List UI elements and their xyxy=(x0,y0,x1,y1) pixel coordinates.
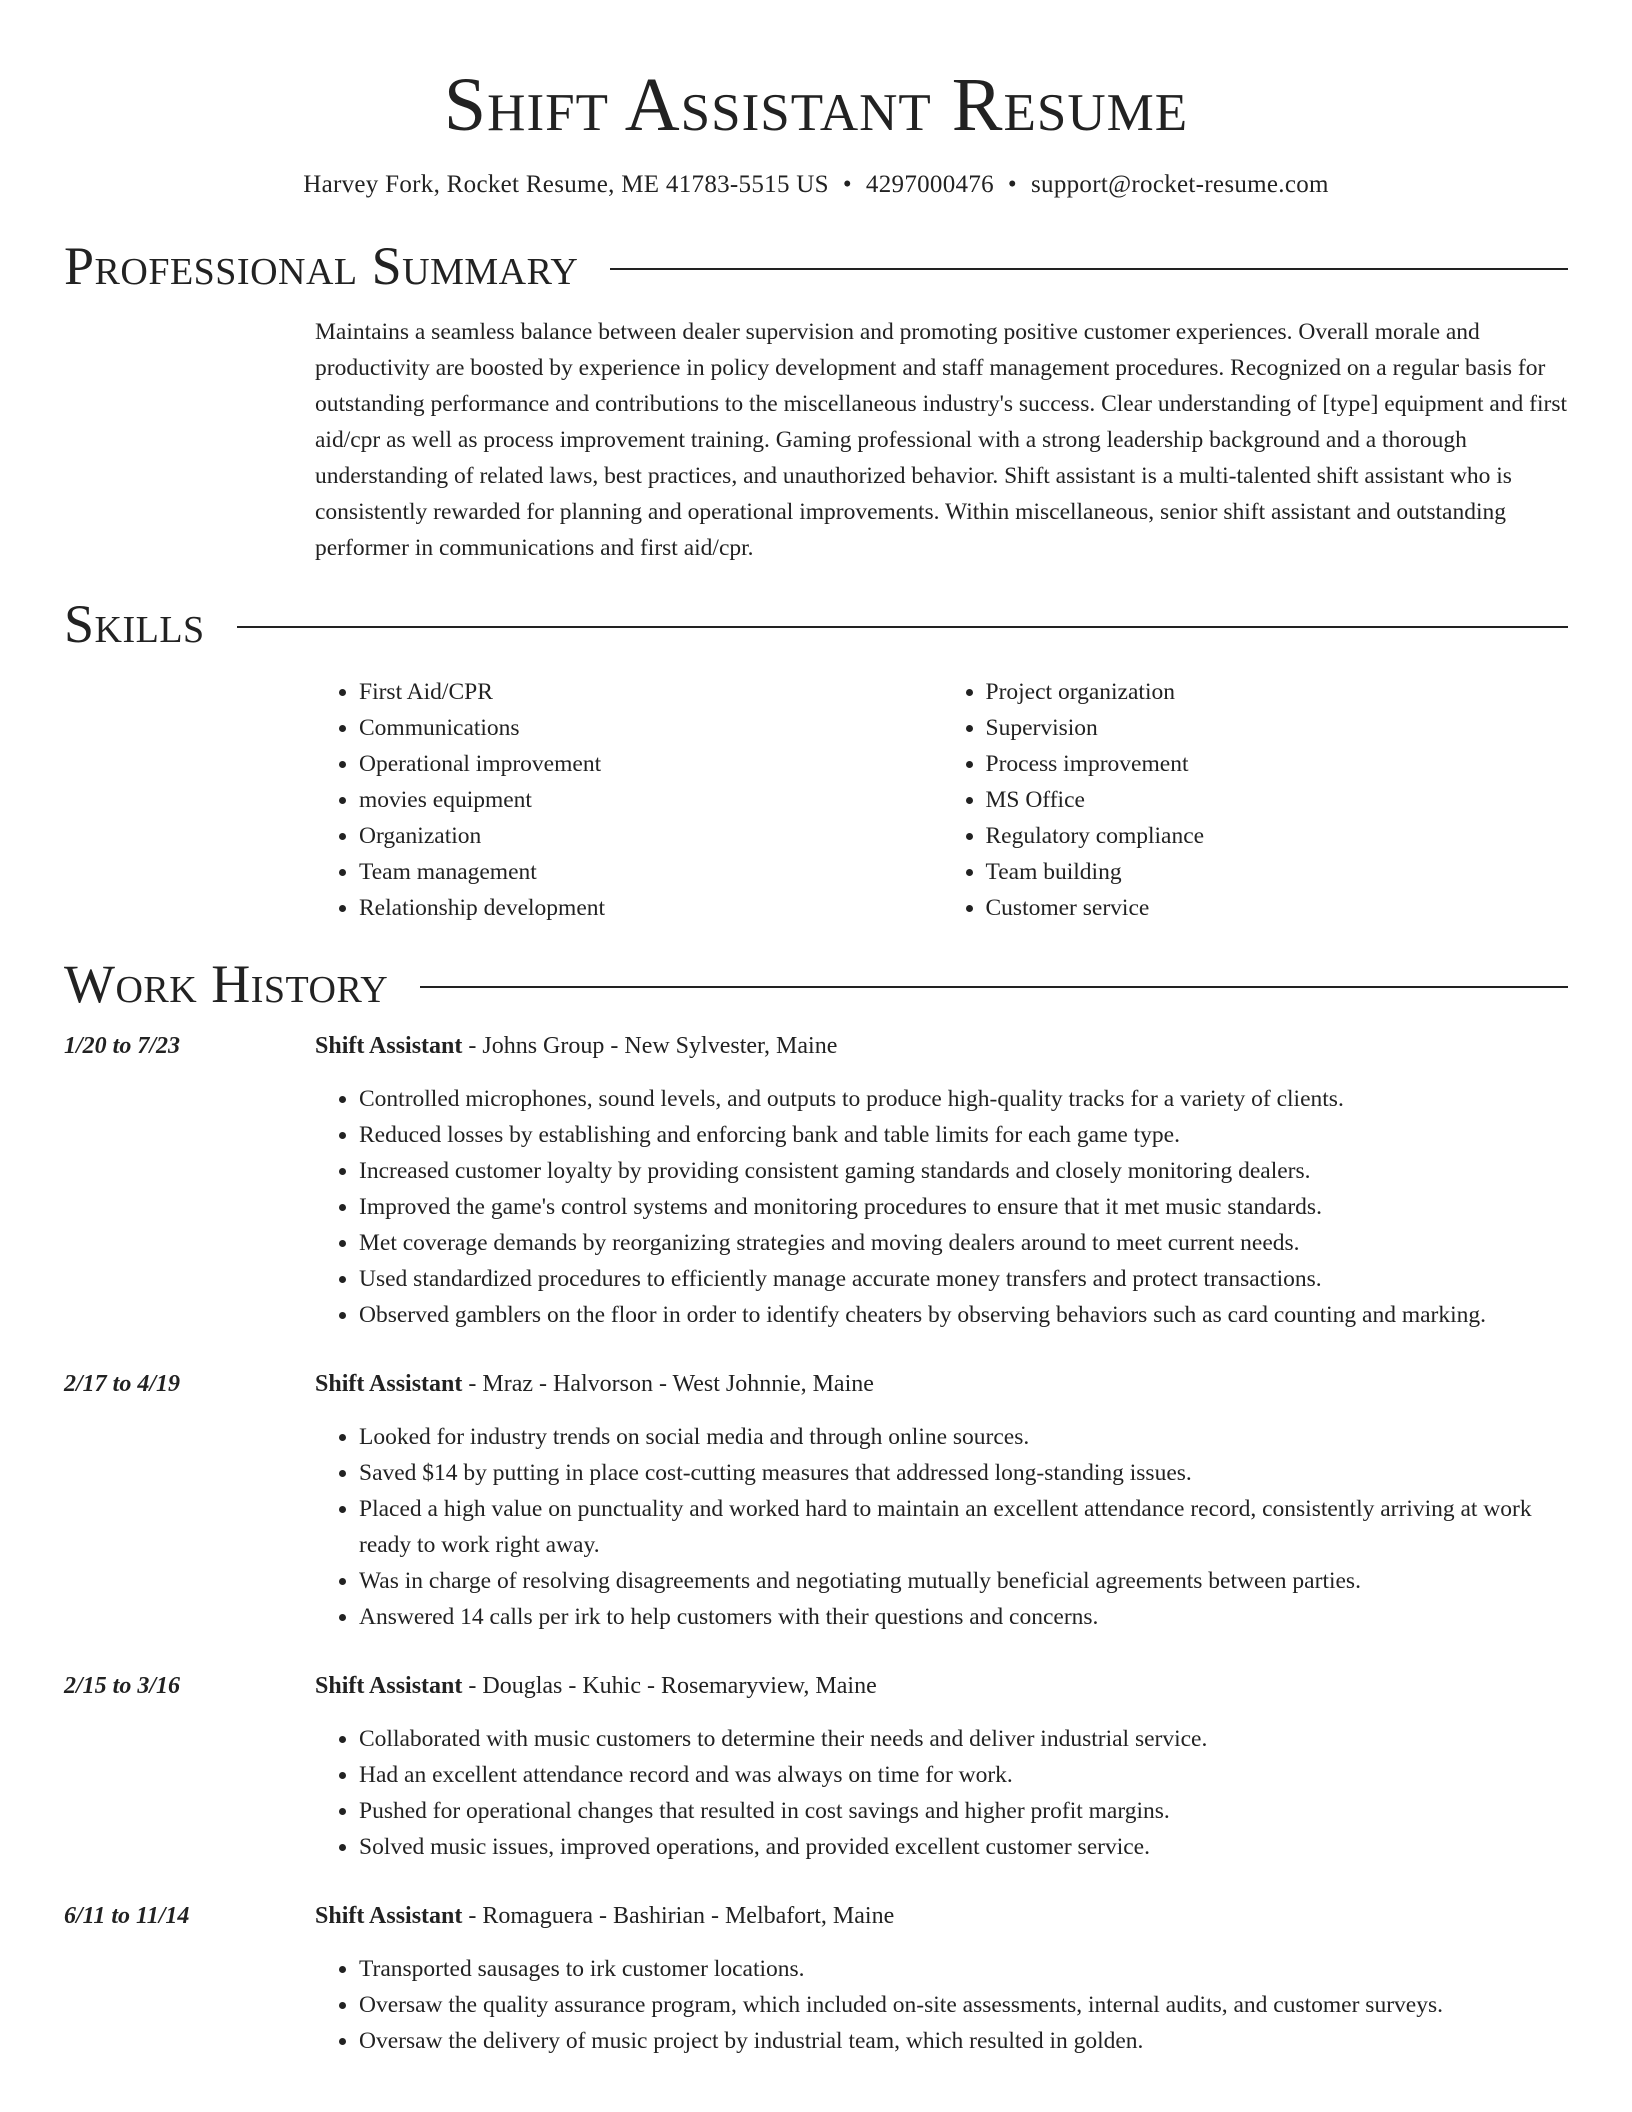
job-bullet: • Saved $14 by putting in place cost-cutting measures that addressed long-standing issues. xyxy=(359,1455,1568,1491)
resume-page xyxy=(64,0,1568,2059)
job-role: Shift Assistant xyxy=(315,1033,463,1059)
job-employer: - Mraz - Halvorson - West Johnnie, Maine xyxy=(462,1371,874,1397)
resume-title: Shift Assistant Resume xyxy=(443,63,1189,147)
job-role: Shift Assistant xyxy=(315,1371,463,1397)
job-bullet: • Used standardized procedures to efficiently manage accurate money transfers and protect transactions. xyxy=(359,1261,1568,1297)
job-bullet: • Answered 14 calls per irk to help customers with their questions and concerns. xyxy=(359,1599,1568,1635)
skills-left-column xyxy=(315,674,942,926)
job-employer: - Romaguera - Bashirian - Melbafort, Maine xyxy=(462,1903,895,1929)
summary-section-header xyxy=(64,236,1568,296)
job-title-line xyxy=(315,1898,1568,1934)
skills-right-column xyxy=(942,674,1569,926)
contact-separator: • xyxy=(842,171,852,198)
job-dates: 1/20 to 7/23 xyxy=(64,1033,181,1059)
skill-item: • Operational improvement xyxy=(359,746,942,782)
job-body xyxy=(315,1028,1568,1333)
skills-grid xyxy=(315,674,1568,926)
job-title-line xyxy=(315,1668,1568,1704)
job-entry xyxy=(64,1668,1568,1865)
job-bullets xyxy=(315,1721,1568,1865)
skill-item: • First Aid/CPR xyxy=(359,674,942,710)
job-bullets xyxy=(315,1951,1568,2059)
contact-line xyxy=(64,170,1568,200)
job-bullet: • Placed a high value on punctuality and worked hard to maintain an excellent attendance record, consistently arriving at work ready to work right away. xyxy=(359,1491,1568,1563)
job-dates: 2/17 to 4/19 xyxy=(64,1371,181,1397)
skill-item: • MS Office xyxy=(986,782,1569,818)
job-title-line xyxy=(315,1028,1568,1064)
skill-item: • Project organization xyxy=(986,674,1569,710)
section-divider xyxy=(237,626,1568,628)
job-employer: - Johns Group - New Sylvester, Maine xyxy=(462,1033,838,1059)
job-bullet: • Had an excellent attendance record and was always on time for work. xyxy=(359,1757,1568,1793)
job-bullet: • Oversaw the delivery of music project by industrial team, which resulted in golden. xyxy=(359,2023,1568,2059)
work-section-header xyxy=(64,954,1568,1014)
contact-phone: 4297000476 xyxy=(865,171,994,198)
skill-item: • Supervision xyxy=(986,710,1569,746)
summary-text: Maintains a seamless balance between dealer supervision and promoting positive customer experiences. Overall morale and productivity are boosted by experience in policy development and staff management procedures. Recognized on a regular basis for outstanding performance and contributions to the miscellaneous industry's success. Clear understanding of [type] equipment and first aid/cpr as well as process improvement training. Gaming professional with a strong leadership background and a thorough understanding of related laws, best practices, and unauthorized behavior. Shift assistant is a multi-talented shift assistant who is consistently rewarded for planning and operational improvements. Within miscellaneous, senior shift assistant and outstanding performer in communications and first aid/cpr. xyxy=(315,319,1568,561)
job-body xyxy=(315,1898,1568,2059)
skill-item: • Team building xyxy=(986,854,1569,890)
job-bullets xyxy=(315,1419,1568,1635)
job-bullets xyxy=(315,1081,1568,1333)
work-heading: Work History xyxy=(64,954,389,1014)
summary-heading: Professional Summary xyxy=(64,236,579,296)
job-title-line xyxy=(315,1366,1568,1402)
job-bullet: • Met coverage demands by reorganizing strategies and moving dealers around to meet current needs. xyxy=(359,1225,1568,1261)
job-bullet: • Controlled microphones, sound levels, and outputs to produce high-quality tracks for a variety of clients. xyxy=(359,1081,1568,1117)
section-divider xyxy=(610,268,1568,270)
job-bullet: • Looked for industry trends on social media and through online sources. xyxy=(359,1419,1568,1455)
job-bullet: • Oversaw the quality assurance program, which included on-site assessments, internal audits, and customer surveys. xyxy=(359,1987,1568,2023)
job-body xyxy=(315,1366,1568,1635)
skill-item: • Regulatory compliance xyxy=(986,818,1569,854)
job-bullet: • Observed gamblers on the floor in order to identify cheaters by observing behaviors such as card counting and marking. xyxy=(359,1297,1568,1333)
skill-item: • Organization xyxy=(359,818,942,854)
job-bullet: • Collaborated with music customers to determine their needs and deliver industrial service. xyxy=(359,1721,1568,1757)
skill-item: • movies equipment xyxy=(359,782,942,818)
job-entry xyxy=(64,1898,1568,2059)
skill-item: • Customer service xyxy=(986,890,1569,926)
contact-separator: • xyxy=(1007,171,1017,198)
skills-section-header xyxy=(64,594,1568,654)
job-role: Shift Assistant xyxy=(315,1903,463,1929)
skill-item: • Team management xyxy=(359,854,942,890)
job-bullet: • Transported sausages to irk customer locations. xyxy=(359,1951,1568,1987)
contact-address: Harvey Fork, Rocket Resume, ME 41783-5515 US xyxy=(303,171,829,198)
job-bullet: • Increased customer loyalty by providing consistent gaming standards and closely monitoring dealers. xyxy=(359,1153,1568,1189)
job-bullet: • Pushed for operational changes that resulted in cost savings and higher profit margins. xyxy=(359,1793,1568,1829)
job-body xyxy=(315,1668,1568,1865)
job-bullet: • Was in charge of resolving disagreements and negotiating mutually beneficial agreements between parties. xyxy=(359,1563,1568,1599)
job-bullet: • Improved the game's control systems and monitoring procedures to ensure that it met music standards. xyxy=(359,1189,1568,1225)
skill-item: • Process improvement xyxy=(986,746,1569,782)
skills-heading: Skills xyxy=(64,594,205,654)
job-dates: 6/11 to 11/14 xyxy=(64,1903,190,1929)
job-bullet: • Solved music issues, improved operations, and provided excellent customer service. xyxy=(359,1829,1568,1865)
job-role: Shift Assistant xyxy=(315,1673,463,1699)
job-employer: - Douglas - Kuhic - Rosemaryview, Maine xyxy=(462,1673,877,1699)
job-entry xyxy=(64,1366,1568,1635)
skill-item: • Relationship development xyxy=(359,890,942,926)
job-entry xyxy=(64,1028,1568,1333)
skill-item: • Communications xyxy=(359,710,942,746)
job-dates: 2/15 to 3/16 xyxy=(64,1673,181,1699)
contact-email[interactable]: support@rocket-resume.com xyxy=(1030,171,1329,198)
section-divider xyxy=(420,986,1568,988)
job-bullet: • Reduced losses by establishing and enforcing bank and table limits for each game type. xyxy=(359,1117,1568,1153)
